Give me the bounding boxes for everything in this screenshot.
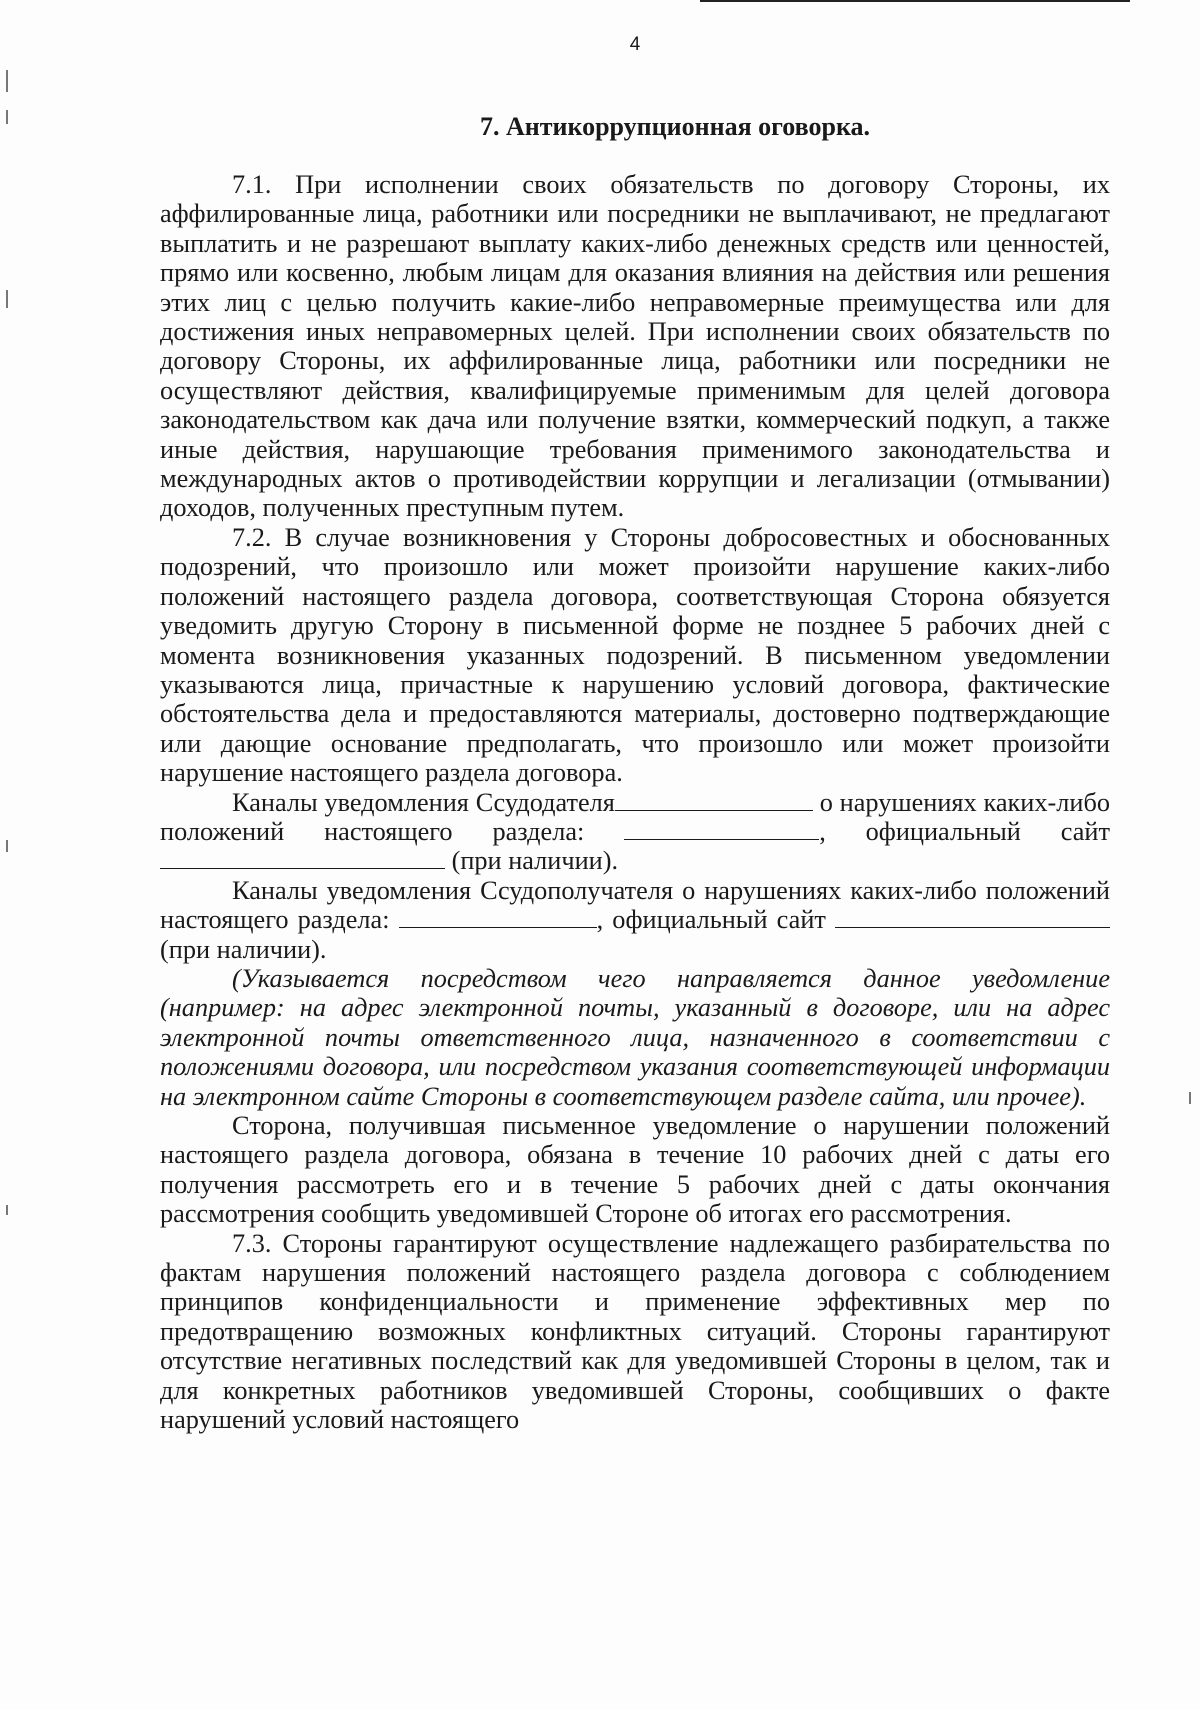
scan-speck — [6, 70, 8, 92]
section-heading: 7. Антикоррупционная оговорка. — [479, 112, 871, 141]
lender-website-blank — [160, 846, 445, 869]
page-number: 4 — [629, 34, 641, 55]
lender-channels-text-4: (при наличии). — [445, 846, 619, 876]
scan-speck — [6, 290, 8, 308]
borrower-channels-text-2: , официальный сайт — [596, 905, 836, 935]
scan-speck — [1189, 1092, 1191, 1104]
lender-channels-paragraph — [160, 788, 1110, 876]
top-edge-rule — [700, 0, 1130, 2]
lender-channels-text-3: , официальный сайт — [819, 816, 1110, 846]
clause-7-2: 7.2. В случае возникновения у Стороны добросовестных и обоснованных подозрений, что произошло или может произойти нарушение каких-либо положений настоящего раздела договора, соответствующая Сторона обязуется уведомить другую Сторону в письменной форме не позднее 5 рабочих дней с момента возникновения указанных подозрений. В письменном уведомлении указываются лица, причастные к нарушению условий договора, фактические обстоятельства дела и предоставляются материалы, достоверно подтверждающие или дающие основание предполагать, что произошло или может произойти нарушение настоящего раздела договора. — [160, 522, 1110, 788]
lender-channels-text-1: Каналы уведомления Ссудодателя — [232, 787, 615, 817]
scan-speck — [6, 1205, 8, 1215]
lender-channels-text-2: о нарушениях каких-либо положений настоящего раздела: — [160, 787, 1110, 846]
borrower-website-blank — [835, 905, 1110, 928]
borrower-channels-text-3: (при наличии). — [160, 934, 327, 964]
borrower-channels-text-1: Каналы уведомления Ссудополучателя о нарушениях каких-либо положений настоящего раздела: — [160, 875, 1110, 935]
borrower-channel-blank — [399, 905, 597, 928]
review-paragraph: Сторона, получившая письменное уведомление о нарушении положений настоящего раздела договора, обязана в течение 10 рабочих дней с даты его получения рассмотреть его и в течение 5 рабочих дней с даты окончания рассмотрения сообщить уведомившей Стороне об итогах его рассмотрения. — [160, 1111, 1110, 1229]
lender-channel-blank — [624, 817, 819, 840]
document-body — [160, 170, 1110, 1434]
lender-name-blank — [615, 788, 813, 811]
clause-7-3: 7.3. Стороны гарантируют осуществление надлежащего разбирательства по фактам нарушения положений настоящего раздела договора с соблюдением принципов конфиденциальности и применение эффективных мер по предотвращению возможных конфликтных ситуаций. Стороны гарантируют отсутствие негативных последствий как для уведомившей Стороны в целом, так и для конкретных работников уведомившей Стороны, сообщивших о факте нарушений условий настоящего — [160, 1228, 1110, 1435]
clause-7-1: 7.1. При исполнении своих обязательств по договору Стороны, их аффилированные лица, работники или посредники не выплачивают, не предлагают выплатить и не разрешают выплату каких-либо денежных средств или ценностей, прямо или косвенно, любым лицам для оказания влияния на действия или решения этих лиц с целью получить какие-либо неправомерные преимущества или для достижения иных неправомерных целей. При исполнении своих обязательств по договору Стороны, их аффилированные лица, работники или посредники не осуществляют действия, квалифицируемые применимым для целей договора законодательством как дача или получение взятки, коммерческий подкуп, а также иные действия, нарушающие требования применимого законодательства и международных актов о противодействии коррупции и легализации (отмывании) доходов, полученных преступным путем. — [160, 170, 1110, 523]
scan-speck — [6, 110, 8, 124]
scan-speck — [6, 840, 8, 852]
borrower-channels-paragraph — [160, 876, 1110, 964]
instruction-note: (Указывается посредством чего направляется данное уведомление (например: на адрес электронной почты, указанный в договоре, или на адрес электронной почты ответственного лица, назначенного в соответствии с положениями договора, или посредством указания соответствующей информации на электронном сайте Стороны в соответствующем разделе сайта, или прочее). — [160, 963, 1110, 1111]
